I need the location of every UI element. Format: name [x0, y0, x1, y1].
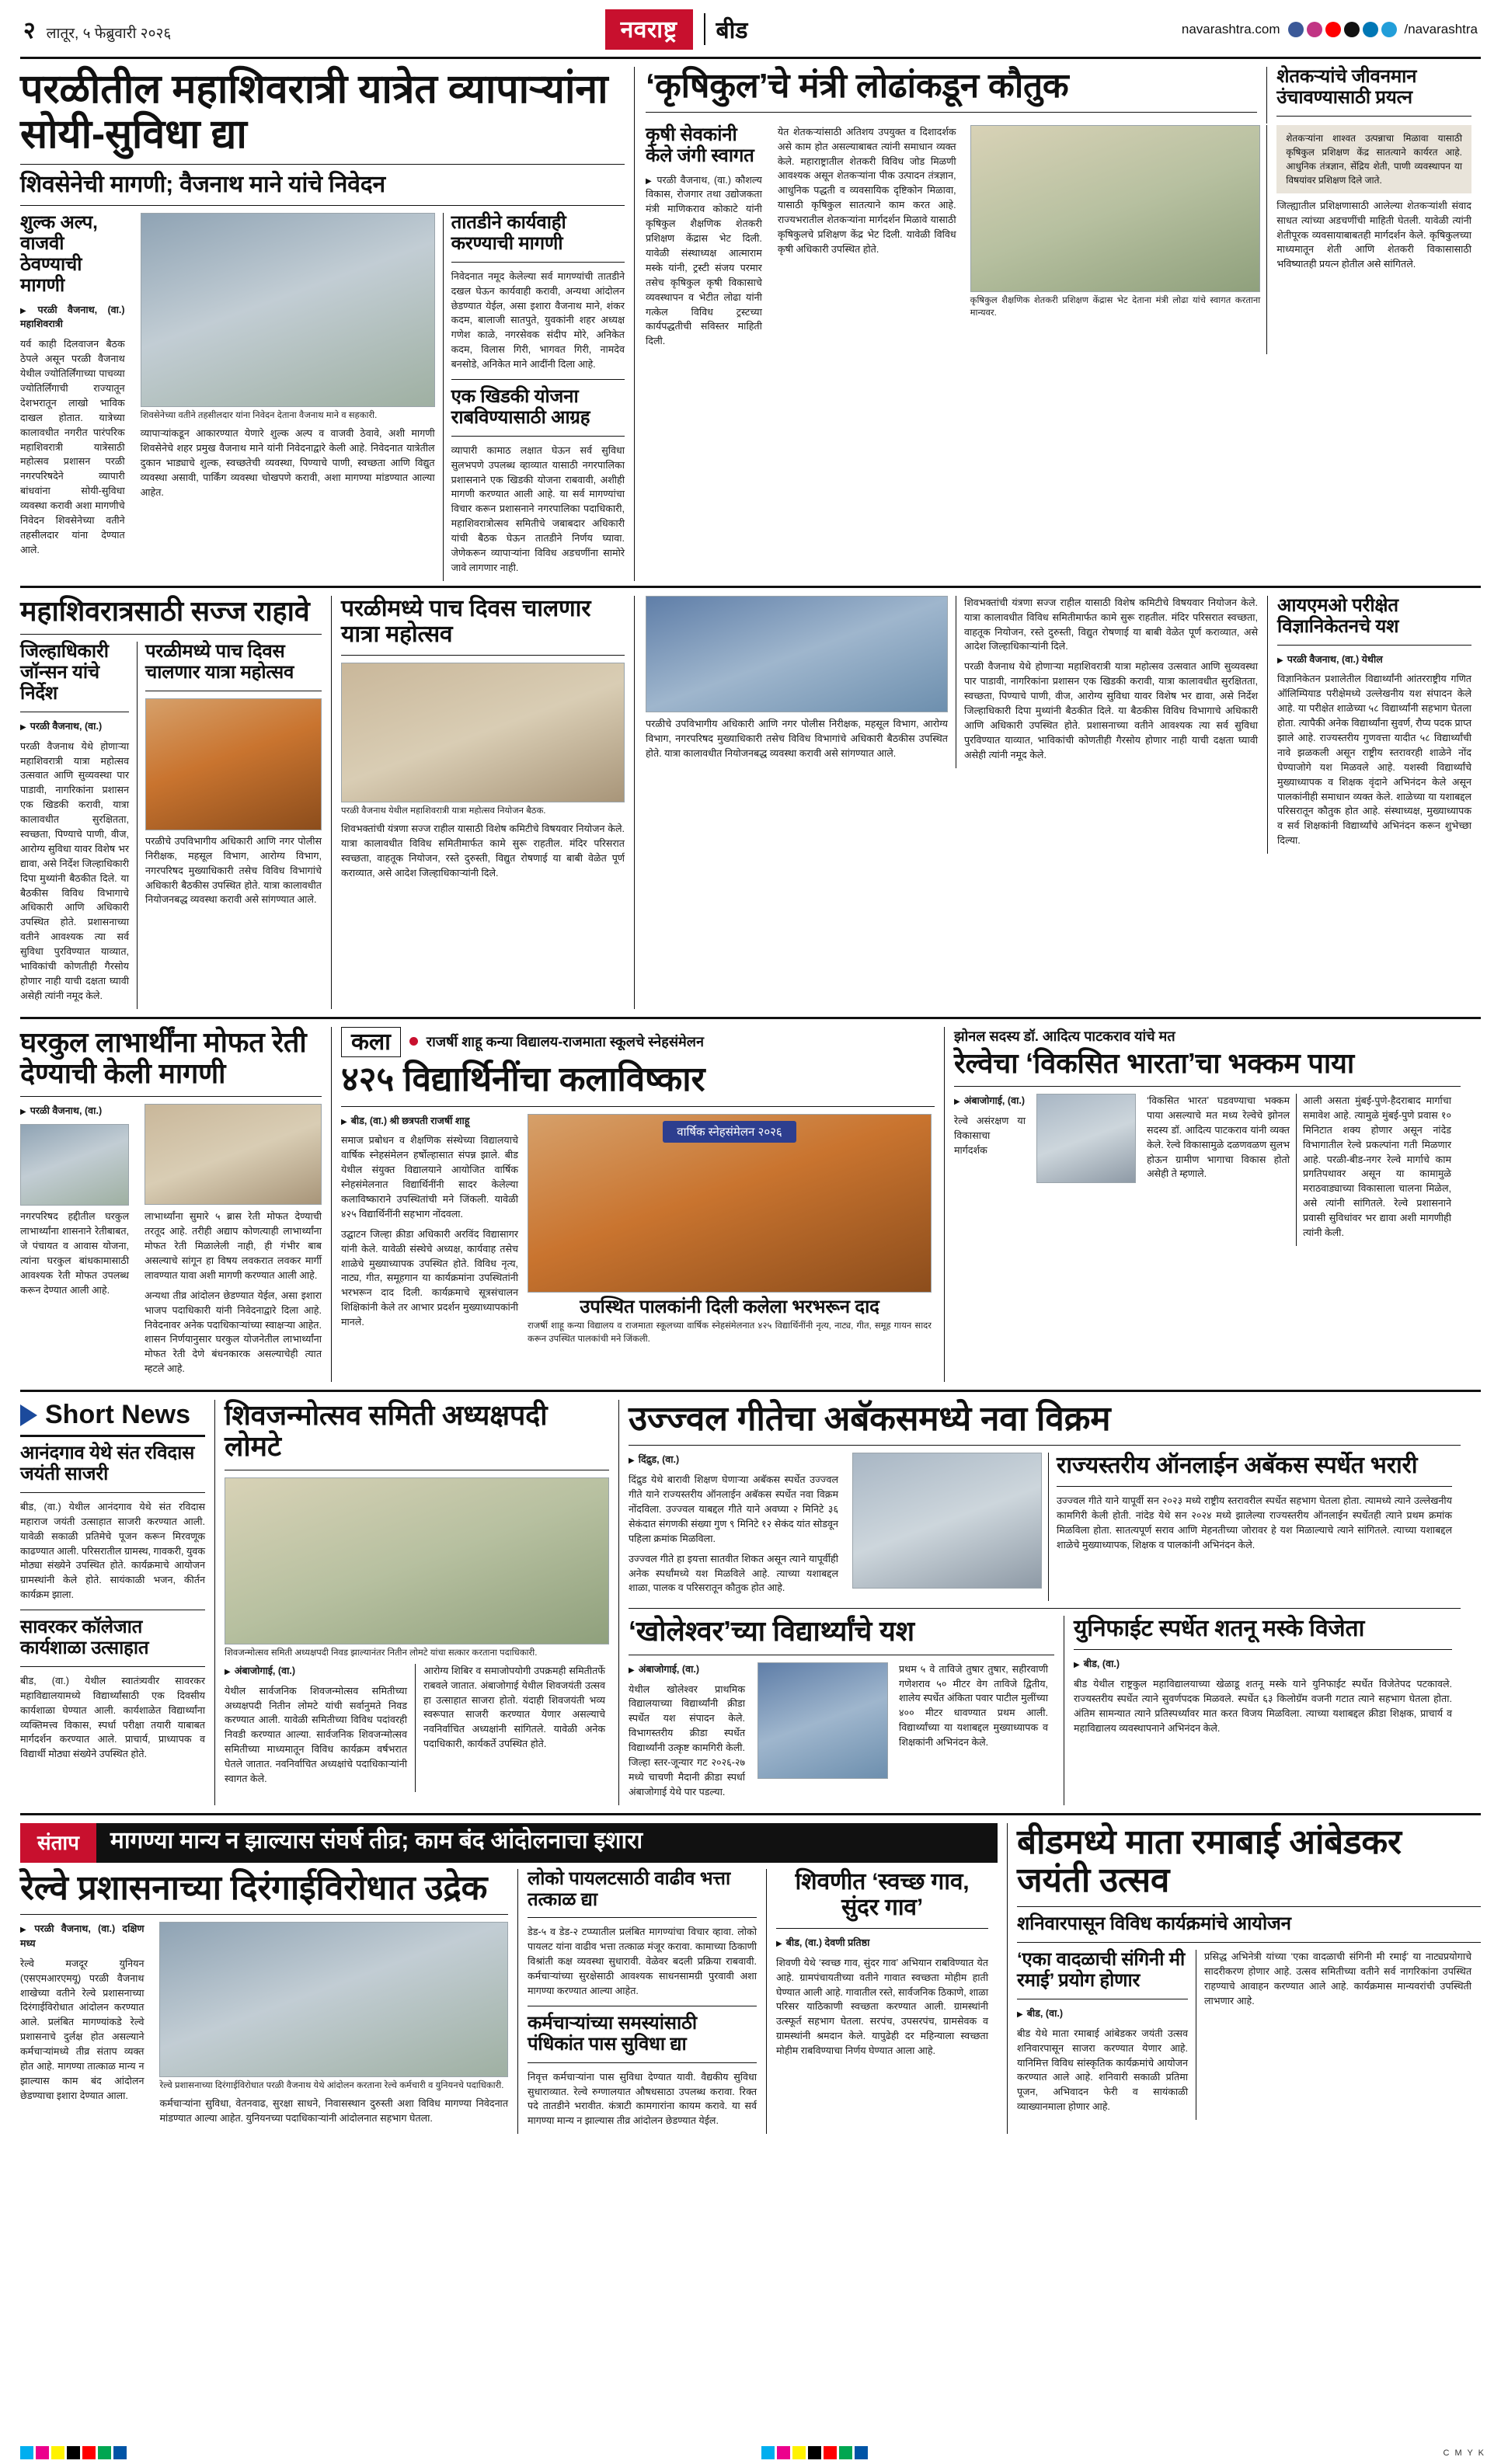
agri-headline: ‘कृषिकुल’चे मंत्री लोढांकडून कौतुक [646, 67, 1069, 105]
farmer-body [1266, 125, 1471, 354]
bottom-section [20, 1823, 1481, 2135]
rail-sidecap: रेल्वे असंरक्षण या विकासाचा मार्गदर्शक [954, 1115, 1026, 1156]
iamo-wrap [634, 596, 1471, 1009]
shiv-story [214, 1400, 618, 1805]
shivani-dateline: बीड, (वा.) देवणी प्रतिष्ठा [785, 1937, 870, 1948]
mahashiv-right-text: शिवभक्तांची यंत्रणा सज्ज राहील यासाठी विशेष कमिटीचे विषयवार नियोजन केले. यात्रा कालावधीत विविध समितीमार्फत कामे सुरू राहतील. मंदिर परिसरात स्वच्छता, वाहतूक नियोजन, रस्ते दुरुस्ती, विद्युत रोषणाई या बाबी वेळेत पूर्ण कराव्यात, असे आदेश जिल्हाधिकाऱ्यांनी दिले. [341, 823, 625, 879]
abacus-headline: उज्ज्वल गीतेचा अबॅकसमध्ये नवा विक्रम [629, 1400, 1111, 1439]
mahashiv-sub-head: परळीमध्ये पाच दिवस चालणार यात्रा महोत्सव [145, 641, 294, 683]
uniform-headline: युनिफाईट स्पर्धेत शतनू मस्के विजेता [1074, 1616, 1365, 1642]
social-handle[interactable]: /navarashtra [1404, 21, 1478, 37]
lead-story [20, 67, 634, 581]
col3-head-1: तातडीने कार्यवाही करण्याची मागणी [451, 212, 566, 254]
mahashiv-headline: महाशिवरात्रसाठी सज्ज राहावे [20, 594, 310, 627]
uniform-story [1064, 1616, 1452, 1804]
masthead [20, 0, 1481, 59]
short-news-item-1-head: आनंदगाव येथे संत रविदास जयंती साजरी [20, 1443, 195, 1484]
mahashiv-spill-col-1 [646, 596, 956, 768]
sangharsh-photo [159, 1922, 508, 2077]
abacus-photo-col [846, 1453, 1048, 1601]
ramabai-story [1007, 1823, 1481, 2135]
shiv-col-2 [415, 1664, 605, 1792]
abacus-dateline: दिंद्रुड, (वा.) [638, 1454, 680, 1466]
kholeshwar-dateline: अंबाजोगाई, (वा.) [638, 1663, 700, 1675]
agri-col-2 [770, 125, 964, 354]
bullet-icon [954, 1095, 964, 1106]
sangharsh-headline: रेल्वे प्रशासनाच्या दिरंगाईविरोधात उद्रेक [20, 1868, 488, 1907]
ramabai-text-2: प्रसिद्ध अभिनेत्री यांच्या ‘एका वादळाची संगिनी मी रमाई’ या नाट्यप्रयोगाचे सादरीकरण होणार आहे. उत्सव समितीच्या वतीने सर्व नागरिकांना उपस्थित राहण्याचे आवाहन करण्यात आले आहे. कार्यक्रमास मान्यवरांची उपस्थिती लाभणार आहे. [1204, 1951, 1471, 2006]
kala-dateline: बीड, (वा.) श्री छत्रपती राजर्षी शाहू [350, 1115, 470, 1126]
gharkul-dateline: परळी वैजनाथ, (वा.) [30, 1105, 103, 1117]
abacus-col-1 [629, 1453, 846, 1601]
lead-headline: परळीतील महाशिवरात्री यात्रेत व्यापाऱ्यांना सोयी-सुविधा द्या [20, 67, 608, 158]
agri-photo-col [964, 125, 1267, 354]
middle-section [20, 1027, 1481, 1382]
ramabai-quote: ‘एका वादळाची संगिनी मी रमाई’ प्रयोग होणार [1017, 1949, 1186, 1991]
mahashiv-title-col [20, 596, 331, 1009]
shiv-photo [225, 1477, 609, 1644]
ramabai-dateline: बीड, (वा.) [1026, 2007, 1064, 2019]
lead-text-1: यर्व काही दिलवाजन बैठक ठेपले असून परळी वैजनाथ येथील ज्योतिर्लिंगाच्या पाचव्या ज्योतिर्लिंगाची राज्यातून देशभरातून लाखो भाविक दाखल होतात. यात्रेच्या कालावधीत नगरीत पारंपरिक महाशिवरात्री यात्रेसाठी महोत्सव प्रशासन परळी नगरपरिषदेने व्यापारी बांधवांना सोयी-सुविधा व्यवस्था करावी अशा मागणीचे निवेदन शिवसेनेच्या वतीने तहसीलदार यांना देण्यात आले. [20, 339, 125, 555]
sangharsh-caption: रेल्वे प्रशासनाच्या दिरंगाईविरोधात परळी वैजनाथ येथे आंदोलन करताना रेल्वे कर्मचारी व युनियनचे पदाधिकारी. [159, 2080, 504, 2090]
abacus-right-text: उज्ज्वल गीते याने यापूर्वी सन २०२३ मध्ये राष्ट्रीय स्तरावरील स्पर्धेत सहभाग घेतला होता. त्यामध्ये त्याने उल्लेखनीय कामगिरी केली होती. नांदेड येथे सन २०२४ मध्ये झालेल्या राज्यस्तरीय ऑनलाईन स्पर्धेतही त्याने प्रथम क्रमांक मिळविला होता. सातत्यपूर्ण सराव आणि मेहनतीच्या जोरावर हे यश मिळाल्याचे त्याने सांगितले. त्याच्या यशाबद्दल शाळेचे मुख्याध्यापक, शिक्षक व पालकांनी अभिनंदन केले. [1057, 1495, 1452, 1550]
shivani-headline: शिवणीत ‘स्वच्छ गाव, सुंदर गाव’ [795, 1868, 970, 1921]
mahashiv-sub-col [137, 642, 322, 1009]
gharkul-portrait [20, 1124, 129, 1206]
kholeshwar-col-2 [893, 1662, 1048, 1805]
col3-text-1: निवेदनात नमूद केलेल्या सर्व मागण्यांची तातडीने दखल घेऊन कार्यवाही करावी, अन्यथा आंदोलन छेडण्यात येईल, असा इशारा वैजनाथ माने, शंकर कदम, बालाजी सातपुते, युवकांनी शहर अध्यक्ष गणेश काळे, नगरसेवक संदीप मोरे, अनिकेत कदम, विलास गिरी, भागवत गिरी, नामदेव बनसोडे, अनिकेत माने आदींनी दिला आहे. [451, 270, 625, 371]
shiv-dateline: अंबाजोगाई, (वा.) [234, 1665, 296, 1676]
agri-text-1: परळी वैजनाथ, (वा.) कौशल्य विकास, रोजगार तथा उद्योजकता मंत्री माणिकराव कोकाटे यांनी कृषिकुल शैक्षणिक शेतकरी प्रशिक्षण केंद्रास भेट दिली. यावेळी संस्थाध्यक्ष आत्माराम मस्के यांनी, ट्रस्टी संजय परमार तसेच कृषिकुल कृषी विकासाचे व्यवस्थापन व भेटीत लोढा यांनी गत्केल विविध ट्रस्टच्या कार्यपद्धतीची सविस्तर माहिती दिली. [646, 174, 762, 347]
lead-body-grid [20, 213, 625, 581]
rail-col-1 [954, 1094, 1032, 1246]
gharkul-col-1 [20, 1104, 137, 1382]
gharkul-headline: घरकुल लाभार्थींना मोफत रेती देण्याची केली मागणी [20, 1025, 307, 1089]
shivani-story [766, 1869, 988, 2135]
sangharsh-col-1 [20, 1922, 151, 2132]
rail-portrait [1036, 1094, 1136, 1183]
lead-text-2: व्यापाऱ्यांकडून आकारण्यात येणारे शुल्क अल्प व वाजवी ठेवावे, अशी मागणी शिवसेनेचे शहर प्रमुख वैजनाथ माने यांनी निवेदनाद्वारे केली आहे. निवेदनात यात्रेतील दुकान भाड्याचे शुल्क, स्वच्छतेची व्यवस्था, पिण्याचे पाणी, स्वच्छता आणि विद्युत व्यवस्था असावी, पार्किंग व्यवस्था चोखपणे करावी, अशा मागण्या मांडण्यात आल्या आहेत. [140, 428, 435, 498]
uniform-dateline: बीड, (वा.) [1083, 1658, 1120, 1669]
mahashiv-photo [145, 698, 322, 830]
mahashiv-caption: परळी वैजनाथ येथील महाशिवरात्री यात्रा महोत्सव नियोजन बैठक. [341, 806, 546, 816]
col3-head-2: एक खिडकी योजना राबविण्यासाठी आग्रह [451, 386, 590, 428]
twitter-icon[interactable] [1344, 22, 1360, 37]
agri-col-1 [646, 125, 770, 354]
bullet-icon [776, 1937, 786, 1948]
mahashiv-spill [646, 596, 1267, 854]
mahashiv-side-head: जिल्हाधिकारी जॉन्सन यांचे निर्देश [20, 641, 109, 704]
gharkul-col-2 [137, 1104, 322, 1382]
bullet-icon [629, 1454, 639, 1465]
red-dot-icon [409, 1037, 418, 1046]
ramabai-text-1: बीड येथे माता रमाबाई आंबेडकर जयंती उत्सव शनिवारपासून साजरा करण्यात येणार आहे. यानिमित्त विविध सांस्कृतिक कार्यक्रमांचे आयोजन करण्यात आले आहे. शनिवारी सकाळी प्रतिमा पूजन, अभिवादन फेरी व सायंकाळी व्याख्यानमाला होणार आहे. [1017, 2027, 1188, 2113]
mahashiv-side-text: परळी वैजनाथ येथे होणाऱ्या महाशिवरात्री यात्रा महोत्सव उत्सवात आणि सुव्यवस्था पार पाडावी, नागरिकांना प्रशासन एक खिडकी करावी, यात्रा कालावधीत सुरक्षितता, स्वच्छता, पिण्याचे पाणी, वीज, आरोग्य सुविधा यावर विशेष भर द्यावा, असे निर्देश जिल्हाधिकारी दिपा मुथ्यांनी बैठकीत दिले. या बैठकीस विविध विभागाचे अधिकारी आणि अधिकारी उपस्थित होते. प्रशासनाच्या वतीने आवश्यक त्या सर्व सुविधा पुरविण्यात याव्यात, भाविकांची कोणतीही गैरसोय होणार नाही याची दक्षता घ्यावी असेही त्यांनी नमूद केले. [20, 740, 129, 1001]
gharkul-story [20, 1027, 331, 1382]
shivani-text: शिवणी येथे ‘स्वच्छ गाव, सुंदर गाव’ अभियान राबविण्यात येत आहे. ग्रामपंचायतीच्या वतीने गावात स्वच्छता मोहीम हाती घेण्यात आली आहे. गावातील रस्ते, सार्वजनिक ठिकाणे, शाळा परिसर याठिकाणी स्वच्छता करण्यात आली. ग्रामस्थांनी उत्स्फूर्त सहभाग घेतला. सरपंच, उपसरपंच, ग्रामसेवक व ग्रामस्थांनी श्रमदान केले. यापुढेही दर महिन्याला स्वच्छता मोहीम राबविण्याचा निर्णय घेण्यात आला आहे. [776, 1957, 988, 2057]
website-url[interactable]: navarashtra.com [1181, 21, 1280, 37]
abacus-photo [852, 1453, 1042, 1589]
bullet-icon [646, 175, 656, 186]
lead-col-3 [443, 213, 625, 581]
kholeshwar-photo [757, 1662, 888, 1779]
short-news [20, 1400, 214, 1805]
gharkul-text-2: अन्यथा तीव्र आंदोलन छेडण्यात येईल, असा इशारा भाजप पदाधिकारी यांनी निवेदनाद्वारे दिला आहे. निवेदनावर अनेक पदाधिकाऱ्यांच्या स्वाक्षऱ्या आहेत. शासन निर्णयानुसार घरकुल योजनेतील लाभार्थ्यांना मोफत रेती देणे बंधनकारक असल्याचेही त्यात म्हटले आहे. [145, 1289, 322, 1375]
kholeshwar-col-1 [629, 1662, 753, 1805]
farmer-col [1266, 67, 1471, 124]
uniform-text: बीड येथील राष्ट्रकुल महाविद्यालयाच्या खेळाडू शतनू मस्के याने युनिफाईट स्पर्धेत विजेतेपद पटकावले. राज्यस्तरीय स्पर्धेत त्याने सुवर्णपदक मिळवले. स्पर्धेत ६३ किलोग्रॅम वजनी गटात त्याने सहभाग घेतला होता. अंतिम सामन्यात त्याने प्रतिस्पर्ध्यावर मात करत विजय मिळविला. त्याच्या यशाबद्दल क्रीडा शिक्षक, प्राचार्य व महाविद्यालय व्यवस्थापनाने अभिनंदन केले. [1074, 1678, 1452, 1734]
masthead-date: लातूर, ५ फेब्रुवारी २०२६ [46, 26, 172, 42]
short-news-item-1-text: बीड, (वा.) येथील आनंदगाव येथे संत रविदास महाराज जयंती उत्साहात साजरी करण्यात आली. यावेळी सकाळी प्रतिमेचे पूजन करून मिरवणूक काढण्यात आली. परिसरातील ग्रामस्थ, गावकरी, युवक मोठ्या संख्येने उपस्थित होते. कार्यक्रमाचे आयोजन ग्रामस्थांनी केले होते. सायंकाळी भजन, कीर्तन कार्यक्रम झाला. [20, 1501, 205, 1601]
color-bar-right [761, 2446, 868, 2459]
rail-kicker: झोनल सदस्य डॉ. आदित्य पाटकराव यांचे मत [954, 1028, 1175, 1044]
rail-photo-col [1032, 1094, 1141, 1246]
kala-text-col [341, 1114, 528, 1345]
kala-text-1: समाज प्रबोधन व शैक्षणिक संस्थेच्या विद्यालयाचे वार्षिक स्नेहसंमेलन हर्षोल्हासात संपन्न झाले. बीड येथील संयुक्त विद्यालयाने आयोजित वार्षिक स्नेहसंमेलनात विद्यार्थिनींनी सादर केलेल्या कलाविष्काराने उपस्थितांची मने जिंकली. यावेळी ४२५ विद्यार्थिनींनी सहभाग नोंदवला. [341, 1135, 518, 1220]
lead-deck: शुल्क अल्प, वाजवी ठेवण्याची मागणी [20, 212, 98, 296]
mahashiv-spill-col-2 [956, 596, 1258, 768]
bullet-icon [1074, 1658, 1084, 1669]
sangharsh-mid-head-1: लोको पायलटसाठी वाढीव भत्ता तत्काळ द्या [528, 1867, 730, 1910]
sangharsh-left [20, 1869, 517, 2135]
kholeshwar-row [629, 1616, 1461, 1804]
shiv-headline: शिवजन्मोत्सव समिती अध्यक्षपदी लोमटे [225, 1399, 548, 1463]
bullet-icon [20, 1105, 30, 1116]
kholeshwar-headline: ‘खोलेश्वर’च्या विद्यार्थ्यांचे यश [629, 1615, 914, 1648]
col3-text-2: व्यापारी कामाठ लक्षात घेऊन सर्व सुविधा सुलभपणे उपलब्ध व्हाव्यात यासाठी नगरपालिका प्रशासनाने एक खिडकी योजना राबवावी, अशीही मागणी करण्यात आली आहे. या सर्व मागण्यांचा विचार करून प्रशासनाने नगरपालिका पदाधिकारी, महाशिवरात्रोत्सव समितीचे जबाबदार अधिकारी यांची बैठक घेऊन तातडीने निर्णय घ्यावा. जेणेकरून व्यापाऱ्यांना विविध अडचणींना सामोरे जावे लागणार नाही. [451, 444, 625, 573]
kala-story [331, 1027, 945, 1382]
kholeshwar-story [629, 1616, 1064, 1804]
iamo-story [1267, 596, 1471, 854]
mahashiv-left [20, 596, 634, 1009]
lower-section [20, 1400, 1481, 1805]
lead-photo [141, 213, 435, 407]
bullet-icon [20, 305, 38, 315]
abacus-wrap [618, 1400, 1461, 1805]
mahashiv-spill-text-2: शिवभक्तांची यंत्रणा सज्ज राहील यासाठी विशेष कमिटीचे विषयवार नियोजन केले. यात्रा कालावधीत विविध समितीमार्फत कामे सुरू राहतील. मंदिर परिसरात स्वच्छता, वाहतूक नियोजन, रस्ते दुरुस्ती, विद्युत रोषणाई या बाबी वेळेत पूर्ण कराव्यात, असे आदेश जिल्हाधिकाऱ्यांनी दिले. [963, 597, 1258, 653]
short-news-item-2-text: बीड, (वा.) येथील स्वातंत्र्यवीर सावरकर महाविद्यालयामध्ये विद्यार्थ्यांसाठी एक दिवसीय कार्यशाळा घेण्यात आली. कार्यशाळेत विद्यार्थ्यांना व्यक्तिमत्त्व विकास, स्पर्धा परीक्षा तयारी याबाबत मार्गदर्शन करण्यात आले. प्राचार्य, प्राध्यापक व विद्यार्थी मोठ्या संख्येने उपस्थित होते. [20, 1675, 205, 1760]
agri-photo [970, 125, 1261, 292]
short-news-header [20, 1400, 205, 1437]
kala-text-2: उद्घाटन जिल्हा क्रीडा अधिकारी अरविंद विद्यासागर यांनी केले. यावेळी संस्थेचे अध्यक्ष, कार्यवाह तसेच शाळेचे मुख्याध्यापक उपस्थित होते. विविध नृत्य, नाट्य, गीत, समूहगान या कार्यक्रमांना उपस्थितांनी भरभरून दाद दिली. कार्यक्रमाचे सूत्रसंचालन शिक्षिकांनी केले तर आभार प्रदर्शन मुख्याध्यापकांनी मानले. [341, 1228, 518, 1328]
mahashiv-side [20, 642, 137, 1009]
kholeshwar-text-2: प्रथम ५ वे ताविजे तुषार तुषार, सहीरवाणी गणेशराव ५० मीटर वेग ताविजे द्वितीय, शालेय स्पर्धेत अंकिता पवार पाटील मुलींच्या ४०० मीटर धावण्यात प्रथम आली. विद्यार्थ्यांच्या या यशाबद्दल मुख्याध्यापक व शिक्षकांनी अभिनंदन केले. [899, 1663, 1048, 1749]
sangharsh-tag: संताप [20, 1823, 96, 1863]
shiv-text-2: आरोग्य शिबिर व समाजोपयोगी उपक्रमही समितीतर्फे राबवले जातात. अंबाजोगाई येथील शिवजयंती उत्सव हा उत्साहात साजरा होतो. यंदाही शिवजयंती भव्य स्वरूपात साजरी करण्यात येणार असल्याचे नवनिर्वाचित अध्यक्षांनी सांगितले. यावेळी अनेक पदाधिकारी, कार्यकर्ते उपस्थित होते. [423, 1665, 605, 1750]
ramabai-col-1 [1017, 1950, 1196, 2120]
mahashiv-deck: परळीमध्ये पाच दिवस चालणार यात्रा महोत्सव [341, 595, 591, 648]
sangharsh-dateline: परळी वैजनाथ, (वा.) दक्षिण मध्य [20, 1923, 145, 1949]
masthead-right [1182, 22, 1478, 37]
sangharsh-col-2 [151, 1922, 508, 2132]
rail-headline: रेल्वेचा ‘विकसित भारता’चा भक्कम पाया [954, 1046, 1355, 1079]
iamo-text: विज्ञानिकेतन प्रशालेतील विद्यार्थ्यांनी आंतरराष्ट्रीय गणित ऑलिम्पियाड परीक्षेमध्ये उल्लेखनीय यश संपादन केले आहे. या परीक्षेत शाळेच्या ५८ विद्यार्थ्यांनी सहभाग घेतला होता. त्यापैकी अनेक विद्यार्थ्यांना सुवर्ण, रौप्य पदक प्राप्त झाले आहे. राज्यस्तरीय गुणवत्ता यादीत ५८ विद्यार्थ्यांची नावे झळकली असून राष्ट्रीय स्तरावरही शाळेने नोंद घेण्याजोगे यश मिळवले आहे. यशस्वी विद्यार्थ्यांचे मुख्याध्यापक व शिक्षक वृंदाने अभिनंदन केले असून पालकांनीही समाधान व्यक्त केले. शाळेच्या या यशाबद्दल परिसरातून कौतुक होत आहे. संस्थाध्यक्ष, मुख्याध्यापक व सर्व शिक्षकांनी विद्यार्थ्यांचे अभिनंदन करून शुभेच्छा दिल्या. [1277, 673, 1471, 847]
sangharsh-band: मागण्या मान्य न झाल्यास संघर्ष तीव्र; काम बंद आंदोलनाचा इशारा [96, 1823, 998, 1863]
kala-caption: राजर्षी शाहू कन्या विद्यालय व राजमाता स्कूलच्या वार्षिक स्नेहसंमेलनात ४२५ विद्यार्थिनींनी नृत्य, नाट्य, गीत, समूह गायन सादर करून उपस्थित पालकांची मने जिंकली. [528, 1321, 932, 1344]
kala-kicker: कला [341, 1027, 401, 1058]
sangharsh-mid-head-2: कर्मचाऱ्यांच्या समस्यांसाठी पंधिकांत पास सुविधा द्या [528, 2012, 697, 2055]
kala-banner: वार्षिक स्नेहसंमेलन २०२६ [663, 1121, 796, 1143]
rail-col-2 [1141, 1094, 1296, 1246]
masthead-left [23, 13, 171, 45]
sangharsh-text-2: कर्मचाऱ्यांना सुविधा, वेतनवाढ, सुरक्षा साधने, निवासस्थान दुरुस्ती अशा विविध मागण्या निवेदनात मांडण्यात आल्या आहेत. युनियनच्या पदाधिकाऱ्यांनी आंदोलनात सहभाग घेतला. [159, 2098, 508, 2124]
rail-text-2: आली असता मुंबई-पुणे-हैदराबाद मार्गाचा समावेश आहे. त्यामुळे मुंबई-पुणे प्रवास १० मिनिटात शक्य होणार असून नांदेड विभागातील रेल्वे प्रकल्पांना गती मिळणार आहे. परळी-बीड-नगर रेल्वे मार्गाचे काम प्रगतिपथावर असून या कामामुळे मराठवाड्याच्या विकासाला चालना मिळेल, असे त्यांनी सांगितले. रेल्वे प्रशासनाने प्रवासी सुविधांवर भर द्यावा अशी मागणीही त्यांनी केली. [1303, 1095, 1451, 1238]
ramabai-col-2 [1196, 1950, 1471, 2120]
gharkul-text-1: लाभार्थ्यांना सुमारे ५ ब्रास रेती मोफत देण्याची तरतूद आहे. तरीही अद्याप कोणत्याही लाभार्थ्यांना मोफत रेती मिळालेली नाही, ही गंभीर बाब असल्याचे सांगून हा विषय लवकरात लवकर मार्गी लावण्यात यावा अशी मागणी करण्यात आली आहे. [145, 1211, 322, 1281]
agri-section [634, 67, 1471, 581]
kholeshwar-text-1: येथील खोलेश्वर प्राथमिक विद्यालयाच्या विद्यार्थ्यांनी क्रीडा स्पर्धेत यश संपादन केले. विभागस्तरीय क्रीडा स्पर्धेत विद्यार्थ्यांनी उत्कृष्ट कामगिरी केली. जिल्हा स्तर-जून्यार गट २०२६-२७ मध्ये चाचणी मैदानी क्रीडा स्पर्धा अंबाजोगाई येथे पार पडल्या. [629, 1683, 745, 1798]
sangharsh-mid-text-2: निवृत्त कर्मचाऱ्यांना पास सुविधा देण्यात यावी. वैद्यकीय सुविधा सुधाराव्यात. रेल्वे रुग्णालयात औषधसाठा उपलब्ध करावा. रिक्त पदे तातडीने भरावीत. कंत्राटी कामगारांना कायम करावे. या सर्व मागण्या मान्य न झाल्यास तीव्र आंदोलन छेडण्यात येईल. [528, 2071, 757, 2127]
arrow-icon [20, 1404, 37, 1426]
color-bar-left [20, 2446, 127, 2459]
iamo-dateline: परळी वैजनाथ, (वा.) येथील [1287, 653, 1383, 665]
abacus-col-3 [1048, 1453, 1452, 1601]
bullet-icon [1017, 2008, 1027, 2019]
kala-photo-col [528, 1114, 932, 1345]
ramabai-headline: बीडमध्ये माता रमाबाई आंबेडकर जयंती उत्सव [1017, 1822, 1402, 1899]
short-news-title: Short News [45, 1400, 191, 1430]
edition-name: बीड [704, 13, 748, 45]
abacus-text-1: दिंद्रुड येथे बारावी शिक्षण घेणाऱ्या अबॅकस स्पर्धेत उज्ज्वल गीते याने राज्यस्तरीय ऑनलाईन अबॅकस स्पर्धेत नवा विक्रम नोंदविला. उज्ज्वल याबद्दल गीते याने अवघ्या २ मिनिटे ३६ सेकंदात संगणकी संख्या गुण ९ मिनिटे १२ सेकंद यांत सोडवून पहिला क्रमांक मिळविला. [629, 1474, 838, 1544]
mahashivratri-section [20, 596, 1481, 1009]
instagram-icon[interactable] [1307, 22, 1322, 37]
bullet-icon [225, 1665, 235, 1676]
bullet-icon [20, 1923, 34, 1934]
top-section [20, 67, 1481, 581]
page-number: २ [23, 18, 36, 44]
shiv-caption: शिवजन्मोत्सव समिती अध्यक्षपदी निवड झाल्यानंतर नितीन लोमटे यांचा सत्कार करताना पदाधिकारी. [225, 1648, 538, 1658]
lead-col-2 [133, 213, 443, 581]
linkedin-icon[interactable] [1363, 22, 1378, 37]
rail-col-3 [1296, 1094, 1451, 1246]
shiv-text-1: येथील सार्वजनिक शिवजन्मोत्सव समितीच्या अध्यक्षपदी नितीन लोमटे यांची सर्वानुमते निवड करण्यात आली. यावेळी समितीच्या विविध पदांवरही निवडी करण्यात आल्या. सार्वजनिक शिवजन्मोत्सव समितीच्या माध्यमातून विविध कार्यक्रम वर्षभरात घेतले जातात. नवनिर्वाचित अध्यक्षांचे पदाधिकाऱ्यांनी स्वागत केले. [225, 1685, 407, 1785]
mahashiv-spill-text: परळीचे उपविभागीय अधिकारी आणि नगर पोलीस निरीक्षक, महसूल विभाग, आरोग्य विभाग, नगरपरिषद मुख्याधिकारी तसेच विविध विभागांचे अधिकारी बैठकीस उपस्थित होते. यात्रा कालावधीत नियोजनबद्ध व्यवस्था करावी असे सांगण्यात आले. [646, 718, 948, 759]
abacus-text-2: उज्ज्वल गीते हा इयत्ता सातवीत शिकत असून त्याने यापूर्वीही अनेक स्पर्धांमध्ये यश मिळविले आहे. त्याच्या यशाबद्दल शाळा, पालक व परिसरातून कौतुक होत आहे. [629, 1553, 838, 1594]
rail-text-1: ‘विकसित भारत’ घडवण्याचा भक्कम पाया असल्याचे मत मध्य रेल्वेचे झोनल सदस्य डॉ. आदित्य पाटकराव यांनी व्यक्त केले. रेल्वे विकासामुळे दळणवळण सुलभ होऊन ग्रामीण भागाचा विकास होतो असेही ते म्हणाले. [1147, 1095, 1290, 1180]
kala-kicker-2: राजर्षी शाहू कन्या विद्यालय-राजमाता स्कूलचे स्नेहसंमेलन [426, 1034, 704, 1050]
lead-col-1 [20, 213, 133, 581]
sangharsh-text-1: रेल्वे मजदूर युनियन (एसएमआरएमयू) परळी वैजनाथ शाखेच्या वतीने रेल्वे प्रशासनाच्या दिरंगाईविरोधात आंदोलन करण्यात आले. प्रलंबित मागण्यांकडे रेल्वे प्रशासनाचे दुर्लक्ष होत असल्याने कर्मचाऱ्यांमध्ये तीव्र संताप व्यक्त होत आहे. मागण्या तात्काळ मान्य न झाल्यास काम बंद आंदोलन छेडण्याचा इशारा देण्यात आला. [20, 1958, 145, 2101]
rail-story [945, 1027, 1461, 1382]
sangharsh-mid-text-1: डेड-५ व डेड-२ टप्प्यातील प्रलंबित मागण्यांचा विचार व्हावा. लोको पायलट यांना वाढीव भत्ता तत्काळ मंजूर करावा. कामाच्या ठिकाणी विश्रांती कक्ष व्यवस्था सुधारावी. वेळेवर बदली प्रक्रिया राबवावी. कर्मचाऱ्यांच्या सुरक्षेसाठी आवश्यक साधनसामग्री पुरवावी अशा मागण्या करण्यात आल्या आहेत. [528, 1926, 757, 1997]
facebook-icon[interactable] [1288, 22, 1304, 37]
kala-headline: ४२५ विद्यार्थिनींचा कलाविष्कार [341, 1060, 705, 1099]
agri-main [646, 67, 1266, 124]
kala-photo [528, 1114, 932, 1293]
rail-dateline: अंबाजोगाई, (वा.) [963, 1095, 1026, 1106]
masthead-center [605, 9, 748, 50]
agri-text-2: येत शेतकऱ्यांसाठी अतिशय उपयुक्त व दिशादर्शक असे काम होत असल्याबाबत त्यांनी समाधान व्यक्त केले. महाराष्ट्रातील शेतकरी विविध जोड मिळणी आवश्यक असून शेतकऱ्यांना पीक उत्पादन तंत्रज्ञान, आधुनिक पद्धती व व्यवसायिक दृष्टिकोन मिळावा, यासाठी कृषिकुल सातत्याने काम करत आहे. राज्यभरातील शेतकऱ्यांना मार्गदर्शन मिळावे यासाठी कृषिकुलचे प्रशिक्षण केंद्र भेट दिली. यावेळी विविध कृषी अधिकारी उपस्थित होते. [777, 126, 956, 255]
agri-photo-caption: कृषिकुल शैक्षणिक शेतकरी प्रशिक्षण केंद्रास भेट देताना मंत्री लोढा यांचे स्वागत करताना मान्यवर. [970, 295, 1261, 318]
sangharsh-block [20, 1823, 1007, 2135]
lead-subhead: शिवसेनेची मागणी; वैजनाथ माने यांचे निवेदन [20, 172, 385, 198]
youtube-icon[interactable] [1325, 22, 1341, 37]
shiv-col-1 [225, 1664, 415, 1792]
mahashiv-side-dateline: परळी वैजनाथ, (वा.) [30, 720, 103, 732]
kala-caption-head: उपस्थित पालकांनी दिली कलेला भरभरून दाद [580, 1296, 879, 1317]
kholeshwar-photo-col [753, 1662, 893, 1805]
farmer-box: शेतकऱ्यांना शाश्वत उत्पन्नाचा मिळावा यासाठी कृषिकुल प्रशिक्षण केंद्र सातत्याने कार्यरत आहे. आधुनिक तंत्रज्ञान, सेंद्रिय शेती, पाणी व्यवस्थापन या विषयांवर प्रशिक्षण दिले जाते. [1276, 125, 1471, 193]
gharkul-photo [145, 1104, 322, 1205]
mahashiv-photo-2 [341, 663, 625, 802]
abacus-sub-headline: राज्यस्तरीय ऑनलाईन अबॅकस स्पर्धेत भरारी [1057, 1453, 1418, 1479]
telegram-icon[interactable] [1381, 22, 1397, 37]
social-icons[interactable] [1288, 22, 1397, 37]
cmyk-marker: C M Y K [1443, 2448, 1485, 2458]
farmer-text: जिल्ह्यातील प्रशिक्षणासाठी आलेल्या शेतकऱ्यांशी संवाद साधत त्यांच्या अडचणींची माहिती घेतली. यावेळी त्यांनी शेतीपूरक व्यवसायाबाबतही मार्गदर्शन केले. कृषिकुलच्या माध्यमातून शेती आणि शेतकरी विकासासाठी भविष्यातही प्रयत्न होतील असे सांगितले. [1276, 200, 1471, 270]
bullet-icon [341, 1115, 351, 1126]
ramabai-sub: शनिवारपासून विविध कार्यक्रमांचे आयोजन [1017, 1913, 1291, 1935]
lead-photo-caption: शिवसेनेच्या वतीने तहसीलदार यांना निवेदन देताना वैजनाथ माने व सहकारी. [140, 411, 378, 421]
mahashiv-spill-photo [646, 596, 948, 712]
farmer-headline: शेतकऱ्यांचे जीवनमान उंचावण्यासाठी प्रयत्न [1276, 66, 1417, 108]
short-news-item-2-head: सावरकर कॉलेजात कार्यशाळा उत्साहात [20, 1617, 149, 1658]
gharkul-lead: नगरपरिषद हद्दीतील घरकुल लाभार्थ्यांना शासनाने रेतीबाबत, जे पंचायत व आवास योजना, त्यांना घरकुल बांधकामासाठी आवश्यक रेती मोफत उपलब्ध करून देण्यात आली आहे. [20, 1211, 129, 1296]
lead-dateline: परळी वैजनाथ, (वा.) महाशिवरात्री [20, 304, 125, 330]
agri-deck: कृषी सेवकांनी केले जंगी स्वागत [646, 124, 754, 166]
mahashiv-right-col [331, 596, 625, 1009]
mahashiv-mid-text: परळीचे उपविभागीय अधिकारी आणि नगर पोलीस निरीक्षक, महसूल विभाग, आरोग्य विभाग, नगरपरिषद मुख्याधिकारी तसेच विविध विभागांचे अधिकारी बैठकीस उपस्थित होते. यात्रा कालावधीत नियोजनबद्ध व्यवस्था करावी असे सांगण्यात आले. [145, 835, 322, 906]
bullet-icon [1277, 654, 1287, 665]
sangharsh-band-row [20, 1823, 998, 1863]
bullet-icon [20, 721, 30, 732]
publication-logo: नवराष्ट्र [605, 9, 693, 50]
sangharsh-mid [517, 1869, 766, 2135]
bullet-icon [629, 1664, 639, 1675]
iamo-headline: आयएमओ परीक्षेत विज्ञानिकेतनचे यश [1277, 594, 1399, 637]
mahashiv-spill-text-3: परळी वैजनाथ येथे होणाऱ्या महाशिवरात्री यात्रा महोत्सव उत्सवात आणि सुव्यवस्था पार पाडावी, नागरिकांना प्रशासन एक खिडकी करावी, यात्रा कालावधीत सुरक्षितता, स्वच्छता, पिण्याचे पाणी, वीज, आरोग्य सुविधा यावर विशेष भर द्यावा, असे निर्देश जिल्हाधिकारी दिपा मुथ्यांनी बैठकीत दिले. या बैठकीस विविध विभागाचे अधिकारी आणि अधिकारी उपस्थित होते. प्रशासनाच्या वतीने आवश्यक त्या सर्व सुविधा पुरविण्यात याव्यात, भाविकांची कोणतीही गैरसोय होणार नाही याची दक्षता घ्यावी असेही त्यांनी नमूद केले. [963, 661, 1258, 760]
